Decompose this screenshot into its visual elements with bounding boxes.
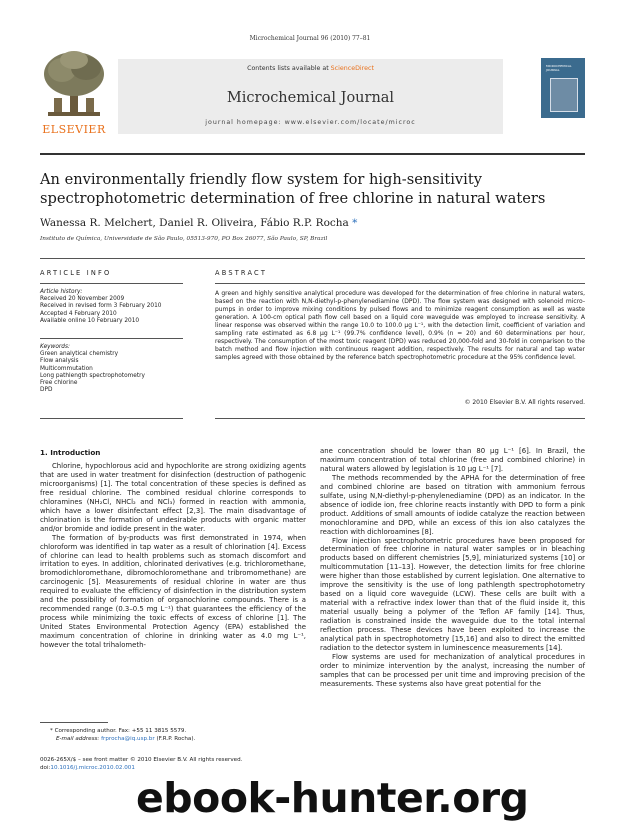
footnote-email (56, 736, 195, 743)
keyword: Free chlorine (40, 380, 78, 387)
footnote-corresponding: * Corresponding author. Fax: +55 11 3815 5579. (50, 728, 187, 734)
paragraph: ane concentration should be lower than 80 µg L⁻¹ [6]. In Brazil, the maximum concentration of total chlorine (free and combined chlorine) in natural waters allowed by legislation is 10 µg L⁻¹ [7]. (320, 447, 585, 473)
watermark: ebook-hunter.org (136, 774, 529, 822)
article-history (40, 289, 162, 325)
email-suffix: (F.R.P. Rocha). (154, 736, 196, 742)
history-received: Received 20 November 2009 (40, 296, 125, 303)
doi-label: doi: (40, 765, 51, 771)
abstract-text: A green and highly sensitive analytical procedure was developed for the determination of free chlorine in natural waters, based on the reaction with N,N-diethyl-p-phenylenediamine (DPD). The flow system was designed with solenoid micro-pumps in order to improve mixing conditions by pulsed flows and to minimize reagent consumption as well as waste generation. A 100-cm optical path flow cell based on a liquid core waveguide was employed to increase sensitivity. A linear response was observed within the range 10.0 to 100.0 µg L⁻¹, with the detection limit, coefficient of variation and sampling rate estimated as 6.8 µg L⁻¹ (99.7% confidence level), 0.9% (n = 20) and 60 determinations per hour, respectively. The consumption of the most toxic reagent (DPD) was reduced 20,000-fold and 30-fold in comparison to the batch method and flow injection with continuous reagent addition, respectively. The results for natural and tap water samples agreed with those obtained by the reference batch spectrophotometric procedure at the 95% confidence level. (215, 290, 585, 361)
sciencedirect-link[interactable]: ScienceDirect (330, 65, 374, 72)
abstract-heading: ABSTRACT (215, 269, 268, 277)
history-accepted: Accepted 4 February 2010 (40, 310, 117, 317)
article-title: An environmentally friendly flow system for high-sensitivity spectrophotometric determination of free chlorine in natural waters (40, 171, 546, 207)
author-list (40, 217, 585, 229)
keywords (40, 344, 145, 394)
history-online: Available online 10 February 2010 (40, 317, 140, 324)
footnote-rule (40, 722, 108, 723)
cover-title: MICROCHEMICAL JOURNAL (546, 64, 572, 72)
masthead (40, 50, 585, 140)
copyright-line: © 2010 Elsevier B.V. All rights reserved. (464, 399, 585, 406)
history-revised: Received in revised form 3 February 2010 (40, 303, 162, 310)
paragraph: Chlorine, hypochlorous acid and hypochlorite are strong oxidizing agents that are used in water treatment for disinfection (destruction of pathogenic microorganisms) [1]. The total concentration of these species is defined as free residual chlorine. The combined residual chlorine corresponds to chloramines (NH₂Cl, NHCl₂ and NCl₃) formed in reaction with ammonia, which have a lower disinfectant effect [2,3]. The main disadvantage of chlorination is the formation of undesirable products with organic matter and/or bromide and iodide present in the water. (40, 462, 306, 533)
issn-line: 0026-265X/$ – see front matter © 2010 Elsevier B.V. All rights reserved. (40, 757, 243, 763)
doi-line (40, 765, 135, 772)
history-label: Article history: (40, 289, 83, 295)
right-column (320, 447, 585, 689)
paragraph: The formation of by-products was first demonstrated in 1974, when chloroform was identified in tap water as a result of chlorination [4]. Excess of chlorine can lead to health problems such as stomach discomfort and irritation to eyes. In addition, chlorinated derivatives (e.g. trichloromethane, bromodichloromethane, dibromochloromethane and tribromomethane) are carcinogenic [5]. Measurements of residual chlorine in water are thus required to evaluate the efficiency of disinfection in the distribution system and the possibility of formation of organochlorine compounds. There is a recommended range (0.3–0.5 mg L⁻¹) that guarantees the efficiency of the process while minimizing the toxic effects of excess of chlorine [1]. The United States Environmental Protection Agency (EPA) established the maximum concentration of chlorine in drinking water as 4.0 mg L⁻¹, however the total trihalometh- (40, 533, 306, 650)
contents-line (118, 65, 503, 72)
article-info-heading: ARTICLE INFO (40, 269, 112, 277)
corresponding-author-mark[interactable]: * (348, 217, 358, 229)
introduction-heading: 1. Introduction (40, 448, 101, 457)
paragraph: Flow injection spectrophotometric procedures have been proposed for determination of free chlorine in natural water samples or in bleaching products based on different chemistries [5,9], miniaturized systems [10] or multicommutation [11–13]. However, the detection limits for free chlorine were higher than those established by current legislation. One alternative to improve the sensitivity is the use of long pathlength spectrophotometry based on a liquid core waveguide (LCW). These cells are built with a material with a refractive index lower than that of the fluid inside it, this material usually being a polymer of the Teflon AF family [14]. Thus, radiation is constrained inside the waveguide due to the total internal reflection process. These devices have been exploited to increase the analytical path in spectrophotometry [15,16] and also to direct the emitted radiation to the detector system in luminescence measurements [14]. (320, 536, 585, 652)
authors: Wanessa R. Melchert, Daniel R. Oliveira, Fábio R.P. Rocha (40, 217, 349, 229)
paragraph: The methods recommended by the APHA for the determination of free and combined chlorine are based on titration with ammonium ferrous sulfate, using N,N-diethyl-p-phenylenediamine (DPD) as an indicator. In the absence of iodide ion, free chlorine reacts instantly with DPD to form a pink product. Additions of small amounts of iodide catalyze the reaction between monochloramine and DPD, while an excess of this ion also catalyzes the reaction with dichloroamines [8]. (320, 473, 585, 536)
masthead-rule (40, 153, 585, 155)
divider-abstract-bottom (215, 418, 585, 419)
contents-prefix: Contents lists available at (247, 65, 331, 72)
journal-homepage[interactable]: journal homepage: www.elsevier.com/locate/microc (205, 119, 416, 126)
divider-info (40, 283, 183, 284)
elsevier-wordmark: ELSEVIER (42, 123, 106, 136)
cover-illustration (550, 78, 578, 112)
divider-info-bottom (40, 418, 183, 419)
divider-keywords (40, 338, 183, 339)
keyword: Multicommutation (40, 365, 93, 372)
divider-abstract (215, 283, 585, 284)
cover-title-block (546, 64, 580, 74)
affiliation: Instituto de Química, Universidade de São Paulo, 05513-970, PO Box 26077, São Paulo, SP, Brazil (40, 236, 328, 242)
keyword: Long pathlength spectrophotometry (40, 372, 145, 379)
email-label: E-mail address: (56, 736, 102, 742)
email-link[interactable]: frprocha@iq.usp.br (101, 736, 155, 742)
journal-name: Microchemical Journal (226, 90, 395, 106)
doi-link[interactable]: 10.1016/j.microc.2010.02.001 (50, 765, 135, 771)
paragraph: Flow systems are used for mechanization of analytical procedures in order to minimize intervention by the analyst, increasing the number of samples that can be processed per unit time and improving precision of the measurements. These systems also have great potential for the (320, 652, 585, 688)
divider-top (40, 258, 585, 259)
keyword: DPD (40, 387, 53, 394)
left-column (40, 462, 306, 650)
elsevier-tree-logo (40, 50, 108, 132)
journal-cover-image (541, 58, 585, 118)
keywords-label: Keywords: (40, 344, 70, 350)
keyword: Flow analysis (40, 358, 79, 365)
journal-reference: Microchemical Journal 96 (2010) 77–81 (249, 35, 371, 42)
masthead-banner (118, 59, 503, 134)
keyword: Green analytical chemistry (40, 351, 119, 358)
